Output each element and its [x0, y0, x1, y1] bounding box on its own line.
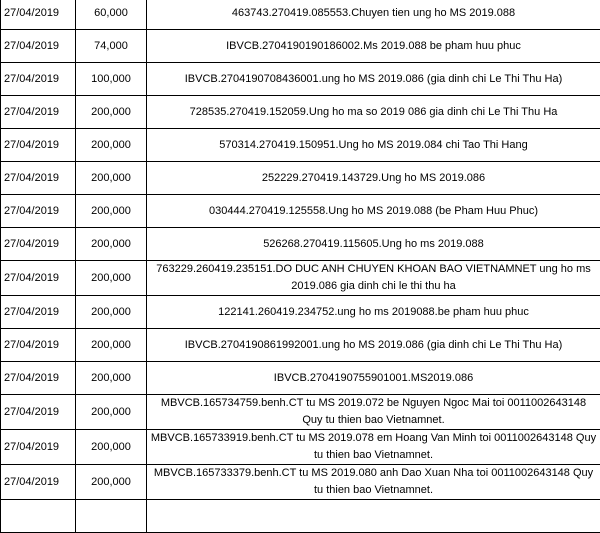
table-row [1, 329, 600, 362]
description-cell: IBVCB.2704190755901001.MS2019.086 [147, 362, 600, 395]
date-cell: 27/04/2019 [1, 96, 76, 129]
ledger-body [1, 0, 600, 533]
description-cell: MBVCB.165733379.benh.CT tu MS 2019.080 anh Dao Xuan Nha toi 0011002643148 Quy tu thien bao Vietnamnet. [147, 465, 600, 500]
description-cell-empty [147, 500, 600, 533]
description-cell: 763229.260419.235151.DO DUC ANH CHUYEN KHOAN BAO VIETNAMNET ung ho ms 2019.086 gia dinh chi le thi thu ha [147, 261, 600, 296]
table-row-cutoff [1, 500, 600, 533]
date-cell: 27/04/2019 [1, 228, 76, 261]
amount-cell: 200,000 [76, 362, 147, 395]
date-cell: 27/04/2019 [1, 0, 76, 30]
description-cell: IBVCB.2704190190186002.Ms 2019.088 be pham huu phuc [147, 30, 600, 63]
date-cell: 27/04/2019 [1, 63, 76, 96]
table-row [1, 96, 600, 129]
amount-cell: 100,000 [76, 63, 147, 96]
description-cell: 122141.260419.234752.ung ho ms 2019088.be pham huu phuc [147, 296, 600, 329]
amount-cell-empty [76, 500, 147, 533]
table-row [1, 228, 600, 261]
description-cell: 252229.270419.143729.Ung ho MS 2019.086 [147, 162, 600, 195]
table-row [1, 129, 600, 162]
date-cell: 27/04/2019 [1, 195, 76, 228]
date-cell-empty [1, 500, 76, 533]
amount-cell: 200,000 [76, 430, 147, 465]
date-cell: 27/04/2019 [1, 296, 76, 329]
amount-cell: 200,000 [76, 329, 147, 362]
description-cell: 570314.270419.150951.Ung ho MS 2019.084 chi Tao Thi Hang [147, 129, 600, 162]
date-cell: 27/04/2019 [1, 162, 76, 195]
description-cell: 728535.270419.152059.Ung ho ma so 2019 086 gia dinh chi Le Thi Thu Ha [147, 96, 600, 129]
description-cell: IBVCB.2704190708436001.ung ho MS 2019.086 (gia dinh chi Le Thi Thu Ha) [147, 63, 600, 96]
table-row [1, 195, 600, 228]
amount-cell: 200,000 [76, 395, 147, 430]
date-cell: 27/04/2019 [1, 465, 76, 500]
table-row [1, 162, 600, 195]
description-cell: MBVCB.165734759.benh.CT tu MS 2019.072 be Nguyen Ngoc Mai toi 0011002643148 Quy tu thien bao Vietnamnet. [147, 395, 600, 430]
amount-cell: 60,000 [76, 0, 147, 30]
date-cell: 27/04/2019 [1, 30, 76, 63]
table-row [1, 395, 600, 430]
date-cell: 27/04/2019 [1, 129, 76, 162]
date-cell: 27/04/2019 [1, 329, 76, 362]
amount-cell: 74,000 [76, 30, 147, 63]
amount-cell: 200,000 [76, 129, 147, 162]
description-cell: MBVCB.165733919.benh.CT tu MS 2019.078 em Hoang Van Minh toi 0011002643148 Quy tu thien bao Vietnamnet. [147, 430, 600, 465]
description-cell: 526268.270419.115605.Ung ho ms 2019.088 [147, 228, 600, 261]
table-row [1, 0, 600, 30]
table-row [1, 261, 600, 296]
description-cell: 463743.270419.085553.Chuyen tien ung ho MS 2019.088 [147, 0, 600, 30]
amount-cell: 200,000 [76, 96, 147, 129]
amount-cell: 200,000 [76, 261, 147, 296]
date-cell: 27/04/2019 [1, 395, 76, 430]
table-row [1, 63, 600, 96]
date-cell: 27/04/2019 [1, 430, 76, 465]
amount-cell: 200,000 [76, 296, 147, 329]
date-cell: 27/04/2019 [1, 261, 76, 296]
table-row [1, 430, 600, 465]
table-row [1, 30, 600, 63]
amount-cell: 200,000 [76, 228, 147, 261]
amount-cell: 200,000 [76, 195, 147, 228]
description-cell: IBVCB.2704190861992001.ung ho MS 2019.086 (gia dinh chi Le Thi Thu Ha) [147, 329, 600, 362]
amount-cell: 200,000 [76, 162, 147, 195]
table-row [1, 362, 600, 395]
table-row [1, 296, 600, 329]
date-cell: 27/04/2019 [1, 362, 76, 395]
description-cell: 030444.270419.125558.Ung ho MS 2019.088 (be Pham Huu Phuc) [147, 195, 600, 228]
table-row [1, 465, 600, 500]
amount-cell: 200,000 [76, 465, 147, 500]
